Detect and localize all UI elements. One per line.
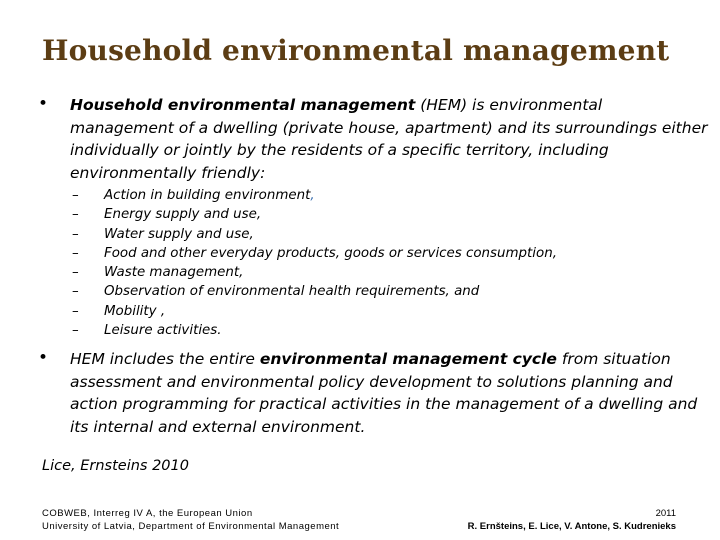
bullet-marker: •: [38, 94, 49, 114]
dash-marker: –: [72, 226, 79, 242]
dash-marker: –: [72, 265, 79, 281]
sub-item-text: Waste management,: [104, 265, 244, 281]
hem-cycle-term: environmental management cycle: [259, 350, 557, 368]
sub-item: [72, 302, 557, 321]
sub-item-text: Food and other everyday products, goods or services consumption,: [104, 245, 557, 261]
hem-cycle-post: from situation assessment and environmental policy development to solutions planning and action programming for practical activities in the management of a dwelling and its internal and external environment.: [70, 350, 698, 436]
footer-left: [42, 507, 339, 533]
sub-item-text: Action in building environment: [104, 188, 311, 203]
bullet-paragraph-hem-cycle: [70, 348, 700, 438]
sub-item-text: Energy supply and use,: [104, 207, 262, 223]
hem-definition-text: (HEM) is environmental management of a dwelling (private house, apartment) and its surroundings either individually or jointly by the residents of a specific territory, including environmentally friendly:: [70, 96, 708, 182]
hem-term: Household environmental management: [70, 96, 416, 114]
dash-marker: –: [72, 207, 79, 223]
sub-item-list: [72, 186, 557, 340]
sub-item: [72, 263, 557, 282]
sub-item-text: Mobility ,: [104, 303, 166, 319]
sub-item: [72, 282, 557, 301]
bullet-marker: •: [38, 348, 49, 368]
bullet-paragraph-hem-definition: [70, 94, 710, 184]
sub-item-text: Observation of environmental health requirements, and: [104, 284, 480, 300]
footer-project: COBWEB, Interreg IV A, the European Union: [42, 508, 253, 519]
dash-marker: –: [72, 303, 79, 319]
sub-item: [72, 225, 557, 244]
citation: Lice, Ernsteins 2010: [42, 458, 189, 474]
footer-year: 2011: [655, 508, 676, 519]
sub-item: [72, 205, 557, 224]
sub-item-text: Water supply and use,: [104, 226, 254, 242]
hem-cycle-pre: HEM includes the entire: [70, 350, 260, 368]
sub-item: [72, 321, 557, 340]
sub-item-text: Leisure activities.: [104, 323, 222, 339]
slide-title: Household environmental management: [42, 34, 670, 67]
dash-marker: –: [72, 188, 79, 203]
sub-item-suffix: ,: [310, 188, 315, 203]
dash-marker: –: [72, 245, 79, 261]
sub-item: [72, 244, 557, 263]
footer-authors: R. Ernšteins, E. Lice, V. Antone, S. Kudrenieks: [467, 521, 676, 532]
footer-institution: University of Latvia, Department of Environmental Management: [42, 521, 340, 532]
sub-item: [72, 186, 557, 205]
dash-marker: –: [72, 323, 79, 339]
footer-right: [468, 507, 676, 533]
dash-marker: –: [72, 284, 79, 300]
